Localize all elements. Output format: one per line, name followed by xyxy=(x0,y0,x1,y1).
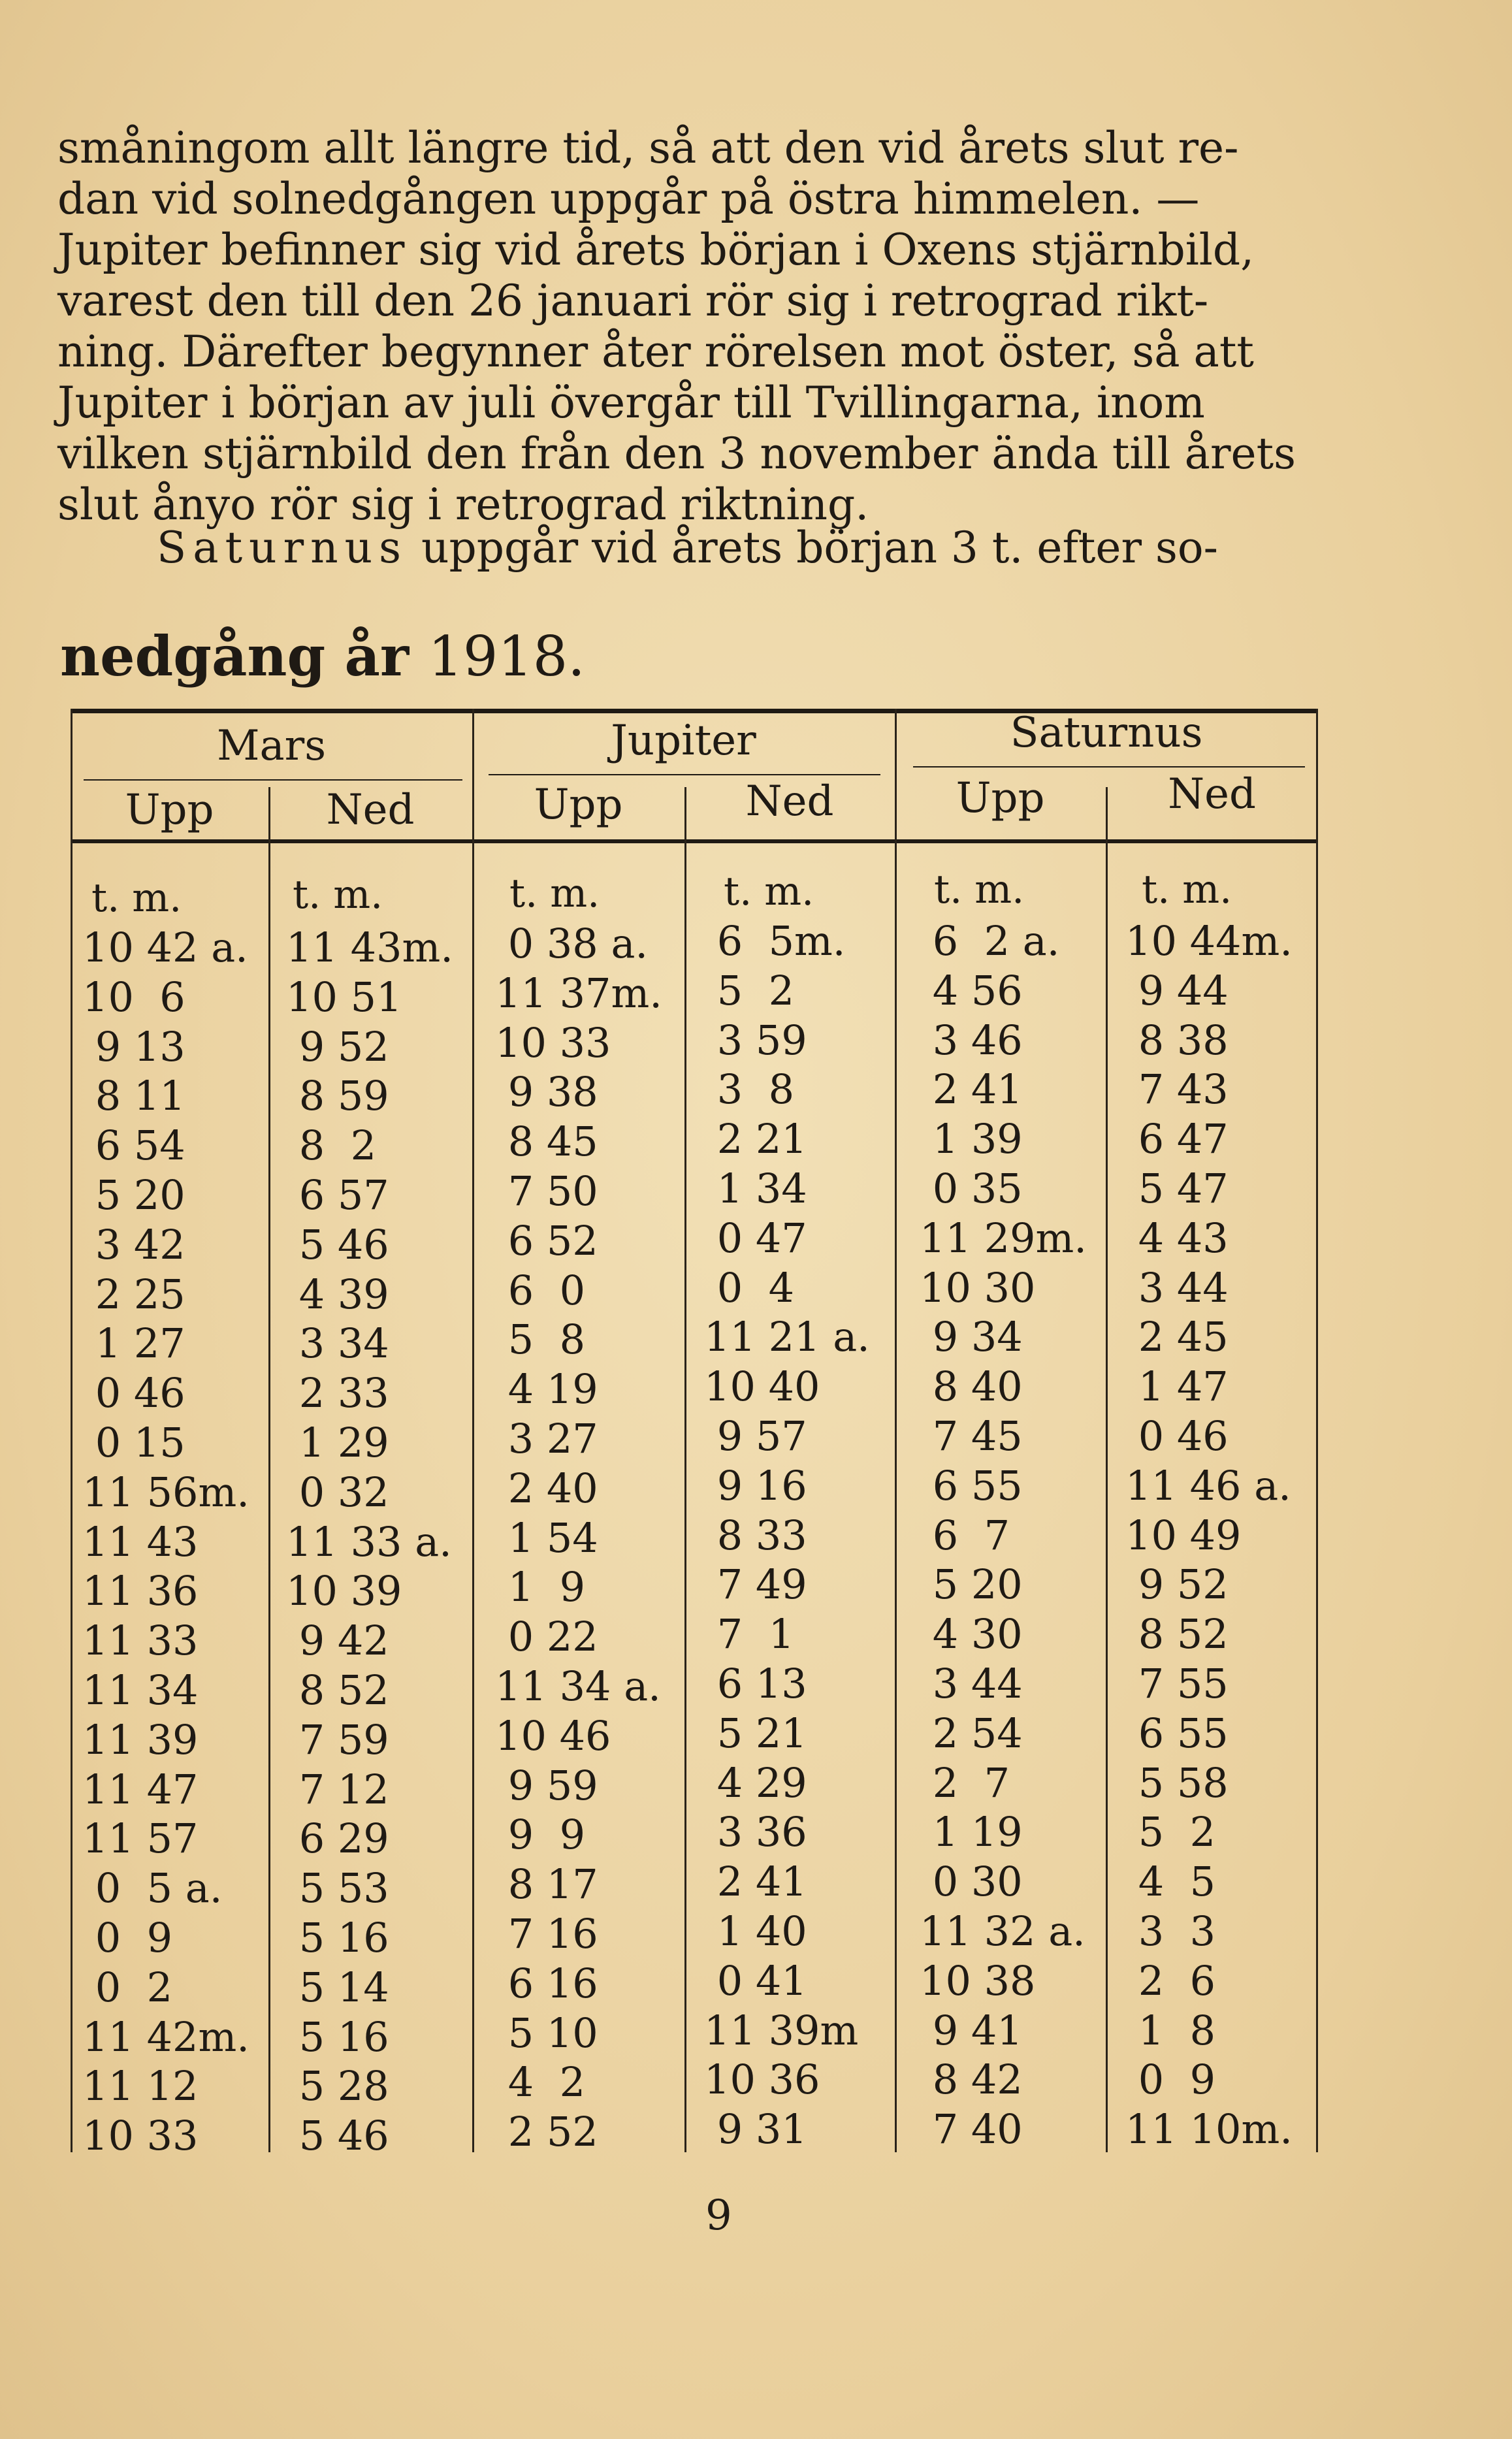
unit-label: t. m. xyxy=(1142,867,1232,913)
table-cell: 10 49 xyxy=(1125,1511,1242,1559)
table-cell: 9 16 xyxy=(704,1461,807,1510)
table-cell: 11 57 xyxy=(82,1815,199,1863)
table-cell: 1 27 xyxy=(82,1319,185,1368)
table-cell: 9 13 xyxy=(82,1022,185,1071)
table-cell: 2 33 xyxy=(286,1369,389,1417)
column-divider xyxy=(684,787,686,2152)
table-cell: 5 20 xyxy=(920,1560,1023,1609)
table-cell: 5 16 xyxy=(286,2012,389,2061)
table-cell: 11 56m. xyxy=(82,1468,249,1516)
table-cell: 10 39 xyxy=(286,1567,402,1615)
table-cell: 0 47 xyxy=(704,1214,807,1262)
table-cell: 11 37m. xyxy=(495,969,662,1017)
table-cell: 8 17 xyxy=(495,1860,598,1909)
table-cell: 3 27 xyxy=(495,1414,598,1462)
unit-label: t. m. xyxy=(509,871,600,916)
table-cell: 8 38 xyxy=(1125,1016,1229,1064)
table-cell: 9 57 xyxy=(704,1412,807,1460)
subheader-jupiter-ned: Ned xyxy=(745,777,834,826)
unit-label: t. m. xyxy=(293,872,383,918)
table-cell: 3 3 xyxy=(1125,1907,1216,1955)
text-line: varest den till den 26 januari rör sig i retrograd rikt- xyxy=(57,276,1209,326)
table-cell: 0 9 xyxy=(1125,2056,1216,2104)
table-cell: 11 43m. xyxy=(286,924,453,971)
table-cell: 8 52 xyxy=(1125,1610,1229,1658)
table-cell: 11 42m. xyxy=(82,2012,249,2061)
table-cell: 9 42 xyxy=(286,1617,389,1665)
table-cell: 6 5m. xyxy=(704,917,846,965)
table-cell: 1 8 xyxy=(1125,2006,1216,2054)
table-cell: 6 57 xyxy=(286,1171,389,1219)
table-cell: 8 33 xyxy=(704,1511,807,1559)
saturnus-line xyxy=(157,523,1496,573)
page-number: 9 xyxy=(705,2191,732,2240)
table-cell: 3 44 xyxy=(1125,1263,1229,1312)
table-cell: 9 52 xyxy=(1125,1560,1229,1609)
table-cell: 1 54 xyxy=(495,1513,598,1562)
table-cell: 0 15 xyxy=(82,1418,185,1466)
table-cell: 2 41 xyxy=(704,1858,807,1906)
table-cell: 10 44m. xyxy=(1125,917,1293,965)
table-cell: 5 16 xyxy=(286,1913,389,1962)
table-cell: 1 39 xyxy=(920,1115,1023,1163)
unit-label: t. m. xyxy=(934,867,1025,913)
table-cell: 11 46 a. xyxy=(1125,1461,1291,1510)
table-cell: 4 30 xyxy=(920,1610,1023,1658)
column-divider xyxy=(268,787,270,2152)
table-cell: 8 40 xyxy=(920,1363,1023,1411)
table-left-border xyxy=(71,709,72,2152)
table-cell: 10 42 a. xyxy=(82,924,248,971)
table-cell: 11 39 xyxy=(82,1715,199,1764)
table-cell: 11 10m. xyxy=(1125,2105,1293,2154)
table-cell: 11 34 xyxy=(82,1666,199,1714)
table-cell: 0 38 a. xyxy=(495,920,649,967)
table-cell: 6 54 xyxy=(82,1122,185,1170)
column-jupiter-ned xyxy=(704,916,870,2154)
table-cell: 0 35 xyxy=(920,1164,1023,1212)
table-cell: 5 8 xyxy=(495,1316,586,1364)
table-cell: 2 7 xyxy=(920,1758,1010,1807)
text-line: Jupiter i början av juli övergår till Tvillingarna, inom xyxy=(57,378,1205,428)
table-cell: 1 40 xyxy=(704,1907,807,1955)
table-cell: 5 2 xyxy=(704,966,795,1014)
table-cell: 7 16 xyxy=(495,1909,598,1958)
table-cell: 4 43 xyxy=(1125,1214,1229,1262)
table-cell: 6 2 a. xyxy=(920,917,1060,965)
table-header-rule xyxy=(71,839,1318,843)
table-cell: 4 5 xyxy=(1125,1858,1216,1906)
table-cell: 5 10 xyxy=(495,2009,598,2057)
table-cell: 0 46 xyxy=(1125,1412,1229,1460)
column-jupiter-upp xyxy=(495,919,662,2157)
table-cell: 9 59 xyxy=(495,1761,598,1809)
table-cell: 7 43 xyxy=(1125,1065,1229,1114)
unit-label: t. m. xyxy=(724,869,814,914)
table-cell: 2 45 xyxy=(1125,1313,1229,1361)
table-cell: 6 16 xyxy=(495,1959,598,2007)
table-cell: 10 33 xyxy=(82,2112,199,2160)
table-cell: 5 2 xyxy=(1125,1808,1216,1856)
table-cell: 5 47 xyxy=(1125,1164,1229,1212)
table-cell: 6 55 xyxy=(1125,1709,1229,1757)
table-cell: 2 40 xyxy=(495,1464,598,1512)
table-cell: 9 41 xyxy=(920,2006,1023,2054)
table-cell: 6 55 xyxy=(920,1461,1023,1510)
subheader-mars-upp: Upp xyxy=(125,786,214,834)
table-cell: 11 47 xyxy=(82,1765,199,1813)
text-line: slut ånyo rör sig i retrograd riktning. xyxy=(57,479,869,530)
column-saturnus-upp xyxy=(920,916,1087,2154)
table-cell: 7 40 xyxy=(920,2105,1023,2154)
saturnus-rest: uppgår vid årets början 3 t. efter so- xyxy=(408,523,1218,573)
saturnus-word: Saturnus xyxy=(157,523,408,573)
group-header-saturnus: Saturnus xyxy=(1010,709,1203,757)
table-cell: 11 39m xyxy=(704,2006,859,2054)
table-cell: 7 49 xyxy=(704,1560,807,1609)
column-mars-upp xyxy=(82,923,249,2161)
table-cell: 0 2 xyxy=(82,1963,173,2011)
table-cell: 0 4 xyxy=(704,1263,795,1312)
table-cell: 5 14 xyxy=(286,1963,389,2011)
column-divider xyxy=(472,709,474,2152)
heading-word: nedgång år xyxy=(60,624,410,688)
table-cell: 9 9 xyxy=(495,1811,586,1859)
table-cell: 5 53 xyxy=(286,1864,389,1913)
table-cell: 8 59 xyxy=(286,1072,389,1120)
text-line: dan vid solnedgången uppgår på östra himmelen. — xyxy=(57,174,1200,224)
table-cell: 10 30 xyxy=(920,1263,1036,1312)
table-cell: 10 6 xyxy=(82,973,185,1021)
table-cell: 9 52 xyxy=(286,1022,389,1071)
group-header-mars: Mars xyxy=(216,722,327,770)
table-cell: 8 45 xyxy=(495,1118,598,1166)
table-cell: 7 12 xyxy=(286,1765,389,1813)
table-cell: 5 20 xyxy=(82,1171,185,1219)
table-cell: 0 22 xyxy=(495,1613,598,1661)
table-cell: 4 56 xyxy=(920,966,1023,1014)
table-cell: 8 11 xyxy=(82,1072,185,1120)
table-cell: 1 29 xyxy=(286,1418,389,1466)
table-cell: 1 34 xyxy=(704,1164,807,1212)
table-cell: 3 46 xyxy=(920,1016,1023,1064)
text-line: vilken stjärnbild den från den 3 november ända till årets xyxy=(57,428,1296,479)
heading-year: 1918. xyxy=(428,624,585,688)
table-cell: 8 42 xyxy=(920,2056,1023,2104)
table-cell: 10 51 xyxy=(286,973,402,1021)
table-cell: 0 9 xyxy=(82,1913,173,1962)
table-cell: 2 6 xyxy=(1125,1956,1216,2005)
table-cell: 11 36 xyxy=(82,1567,199,1615)
table-cell: 10 46 xyxy=(495,1711,611,1760)
table-cell: 9 34 xyxy=(920,1313,1023,1361)
table-cell: 6 52 xyxy=(495,1216,598,1265)
table-cell: 11 43 xyxy=(82,1517,199,1566)
table-cell: 3 34 xyxy=(286,1319,389,1368)
table-cell: 11 33 xyxy=(82,1617,199,1665)
table-cell: 5 46 xyxy=(286,1220,389,1268)
table-cell: 1 47 xyxy=(1125,1363,1229,1411)
table-cell: 4 19 xyxy=(495,1365,598,1413)
table-cell: 4 2 xyxy=(495,2058,586,2107)
table-cell: 11 12 xyxy=(82,2062,199,2110)
section-heading xyxy=(60,624,585,688)
table-cell: 1 19 xyxy=(920,1808,1023,1856)
table-cell: 10 38 xyxy=(920,1956,1036,2005)
table-cell: 5 46 xyxy=(286,2112,389,2160)
table-cell: 7 1 xyxy=(704,1610,795,1658)
table-cell: 0 30 xyxy=(920,1858,1023,1906)
table-cell: 0 5 a. xyxy=(82,1864,223,1913)
table-cell: 3 36 xyxy=(704,1808,807,1856)
subheader-saturnus-upp: Upp xyxy=(956,774,1045,822)
table-cell: 6 47 xyxy=(1125,1115,1229,1163)
table-cell: 9 31 xyxy=(704,2105,807,2154)
subheader-saturnus-ned: Ned xyxy=(1168,770,1256,818)
table-cell: 3 59 xyxy=(704,1016,807,1064)
rise-set-table xyxy=(71,709,1318,2165)
table-cell: 2 52 xyxy=(495,2108,598,2156)
group-underline xyxy=(84,779,462,781)
table-cell: 2 41 xyxy=(920,1065,1023,1114)
table-cell: 2 25 xyxy=(82,1270,185,1318)
column-saturnus-ned xyxy=(1125,916,1293,2154)
table-cell: 10 33 xyxy=(495,1018,611,1067)
table-cell: 10 40 xyxy=(704,1363,820,1411)
table-cell: 11 33 a. xyxy=(286,1517,452,1566)
group-underline xyxy=(913,766,1305,767)
table-cell: 0 46 xyxy=(82,1369,185,1417)
unit-label: t. m. xyxy=(91,875,182,921)
subheader-mars-ned: Ned xyxy=(326,786,415,834)
table-cell: 3 42 xyxy=(82,1220,185,1268)
table-cell: 1 9 xyxy=(495,1563,586,1611)
table-cell: 4 29 xyxy=(704,1758,807,1807)
table-cell: 2 21 xyxy=(704,1115,807,1163)
group-header-jupiter: Jupiter xyxy=(611,717,756,765)
table-cell: 7 50 xyxy=(495,1167,598,1215)
table-cell: 6 7 xyxy=(920,1511,1010,1559)
text-line: ning. Därefter begynner åter rörelsen mot öster, så att xyxy=(57,327,1254,377)
table-cell: 3 8 xyxy=(704,1065,795,1114)
table-cell: 0 41 xyxy=(704,1956,807,2005)
table-cell: 11 29m. xyxy=(920,1214,1087,1262)
column-divider xyxy=(895,709,897,2152)
table-cell: 8 52 xyxy=(286,1666,389,1714)
table-cell: 2 54 xyxy=(920,1709,1023,1757)
text-line: småningom allt längre tid, så att den vid årets slut re- xyxy=(57,123,1239,173)
table-cell: 11 32 a. xyxy=(920,1907,1086,1955)
column-mars-ned xyxy=(286,923,453,2161)
table-cell: 4 39 xyxy=(286,1270,389,1318)
table-cell: 7 55 xyxy=(1125,1659,1229,1707)
table-cell: 7 59 xyxy=(286,1715,389,1764)
table-cell: 10 36 xyxy=(704,2056,820,2104)
table-cell: 5 28 xyxy=(286,2062,389,2110)
text-line: Jupiter befinner sig vid årets början i Oxens stjärnbild, xyxy=(57,225,1255,275)
table-cell: 5 58 xyxy=(1125,1758,1229,1807)
table-cell: 11 34 a. xyxy=(495,1662,661,1710)
column-divider xyxy=(1106,787,1108,2152)
table-cell: 6 13 xyxy=(704,1659,807,1707)
table-cell: 11 21 a. xyxy=(704,1313,870,1361)
table-cell: 6 29 xyxy=(286,1815,389,1863)
table-cell: 9 38 xyxy=(495,1068,598,1116)
subheader-jupiter-upp: Upp xyxy=(534,781,623,829)
table-cell: 9 44 xyxy=(1125,966,1229,1014)
table-cell: 3 44 xyxy=(920,1659,1023,1707)
group-underline xyxy=(489,774,880,775)
table-cell: 6 0 xyxy=(495,1266,586,1314)
table-cell: 0 32 xyxy=(286,1468,389,1516)
table-cell: 5 21 xyxy=(704,1709,807,1757)
table-right-border xyxy=(1316,709,1318,2152)
table-cell: 8 2 xyxy=(286,1122,377,1170)
table-cell: 7 45 xyxy=(920,1412,1023,1460)
